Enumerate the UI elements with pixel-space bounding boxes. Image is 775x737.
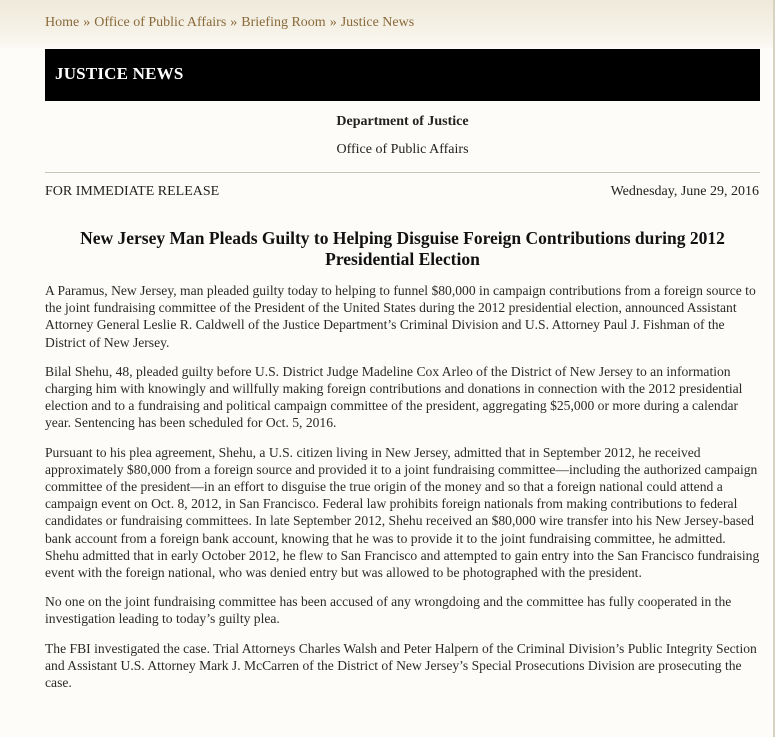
release-date: Wednesday, June 29, 2016 — [610, 184, 759, 199]
breadcrumb — [45, 15, 414, 31]
article-body — [45, 282, 760, 703]
divider — [45, 172, 760, 173]
article-headline: New Jersey Man Pleads Guilty to Helping Disguise Foreign Contributions during 2012 Presidential Election — [80, 228, 725, 269]
article-paragraph: The FBI investigated the case. Trial Attorneys Charles Walsh and Peter Halpern of the Criminal Division’s Public Integrity Section and Assistant U.S. Attorney Mark J. McCarren of the District of New Jersey’s Special Prosecutions Division are prosecuting the case. — [45, 640, 757, 691]
article-paragraph: No one on the joint fundraising committee has been accused of any wrongdoing and the committee has fully cooperated in the investigation leading to today’s guilty plea. — [45, 594, 732, 627]
agency-name: Department of Justice — [336, 114, 469, 129]
article-paragraph: A Paramus, New Jersey, man pleaded guilty today to helping to funnel $80,000 in campaign contributions from a foreign source to the joint fundraising committee of the President of the United States during the 2012 presidential election, announced Assistant Attorney General Leslie R. Caldwell of the Justice Department’s Criminal Division and U.S. Attorney Paul J. Fishman of the District of New Jersey. — [45, 283, 756, 350]
breadcrumb-justice-news-link[interactable]: Justice News — [340, 15, 415, 30]
breadcrumb-separator: » — [83, 15, 91, 30]
breadcrumb-public-affairs-link[interactable]: Office of Public Affairs — [94, 15, 227, 30]
breadcrumb-briefing-room-link[interactable]: Briefing Room — [241, 15, 326, 30]
breadcrumb-home-link[interactable]: Home — [45, 15, 80, 30]
justice-news-banner — [45, 49, 760, 101]
office-name: Office of Public Affairs — [336, 142, 469, 157]
banner-title: JUSTICE NEWS — [55, 64, 184, 83]
release-label: FOR IMMEDIATE RELEASE — [45, 184, 220, 199]
breadcrumb-separator: » — [230, 15, 238, 30]
breadcrumb-separator: » — [329, 15, 337, 30]
article-paragraph: Pursuant to his plea agreement, Shehu, a U.S. citizen living in New Jersey, admitted that in September 2012, he received approximately $80,000 from a foreign source and provided it to a joint fundraising committee—including the authorized campaign committee of the president—in an effort to disguise the true origin of the money and so that a foreign national could attend a campaign event on Oct. 8, 2012, in San Francisco. Federal law prohibits foreign nationals from making contributions to federal candidates or fundraising committees. In late September 2012, Shehu received an $80,000 wire transfer into his New Jersey-based bank account from a foreign bank account, knowing that he was to provide it to the joint fundraising committee, he admitted. Shehu admitted that in early October 2012, he flew to San Francisco and attempted to gain entry into the San Francisco fundraising event with the foreign national, who was denied entry but was allowed to be photographed with the president. — [45, 444, 760, 581]
article-paragraph: Bilal Shehu, 48, pleaded guilty before U.S. District Judge Madeline Cox Arleo of the District of New Jersey to an information charging him with knowingly and willfully making foreign contributions and donations in connection with the 2012 presidential election and to a fundraising and political campaign committee of the president, aggregating $25,000 or more during a calendar year. Sentencing has been scheduled for Oct. 5, 2016. — [45, 363, 743, 431]
